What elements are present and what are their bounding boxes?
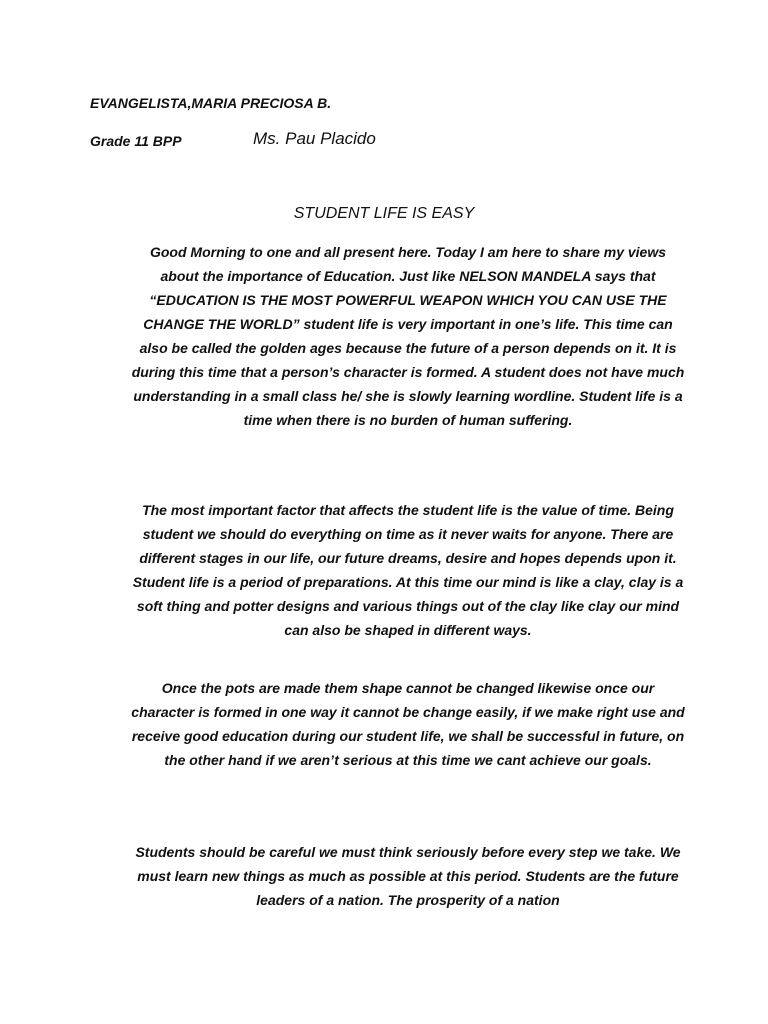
essay-paragraph-2: The most important factor that affects the student life is the value of time. Being student we should do everything on time as it never waits for anyone. There are different stages in our life, our future dreams, desire and hopes depends upon it. Student life is a period of preparations. At this time our mind is like a clay, clay is a soft thing and potter designs and various things out of the clay like clay our mind can also be shaped in different ways. bbox=[132, 502, 684, 638]
student-name: EVANGELISTA,MARIA PRECIOSA B. bbox=[90, 95, 332, 111]
teacher-name: Ms. Pau Placido bbox=[253, 129, 376, 148]
essay-paragraph-1: Good Morning to one and all present here. Today I am here to share my views about the importance of Education. Just like NELSON MANDELA says that “EDUCATION IS THE MOST POWERFUL WEAPON WHICH YOU CAN USE THE CHANGE THE WORLD” student life is very important in one’s life. This time can also be called the golden ages because the future of a person depends on it. It is during this time that a person’s character is formed. A student does not have much understanding in a small class he/ she is slowly learning wordline. Student life is a time when there is no burden of human suffering. bbox=[131, 244, 685, 428]
essay-title: STUDENT LIFE IS EASY bbox=[293, 205, 475, 222]
essay-paragraph-3: Once the pots are made them shape cannot be changed likewise once our character is formed in one way it cannot be change easily, if we make right use and receive good education during our student life, we shall be successful in future, on the other hand if we aren’t serious at this time we cant achieve our goals. bbox=[131, 680, 685, 768]
grade-label: Grade 11 BPP bbox=[90, 133, 182, 149]
essay-paragraph-4: Students should be careful we must think seriously before every step we take. We must learn new things as much as possible at this period. Students are the future leaders of a nation. The prosperity of a nation bbox=[135, 844, 681, 908]
